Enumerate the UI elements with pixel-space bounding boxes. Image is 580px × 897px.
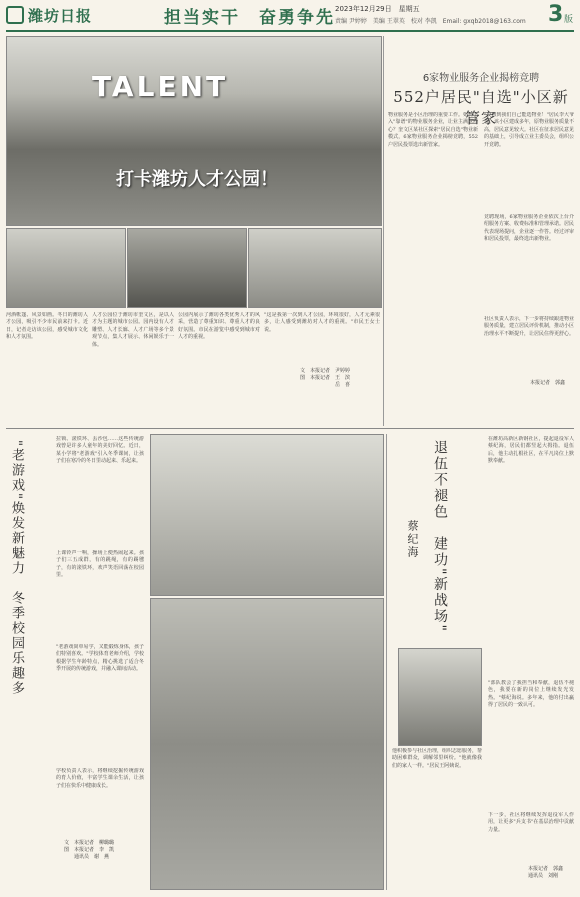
portrait-photo bbox=[398, 648, 482, 746]
right-story-col-2a: "没想到我们自己能选物业！"居民李大爷说。该小区建成多年，原物业服务质量不高，居民意见较大。社区在征求居民意见的基础上，引导成立业主委员会，组织公开竞聘。 bbox=[484, 112, 574, 148]
profile-byline: 本报记者 郭鑫 通讯员 刘刚 bbox=[528, 866, 564, 879]
talent-park-photo bbox=[6, 36, 382, 226]
date-line: 2023年12月29日 星期五 bbox=[335, 5, 420, 13]
profile-col-1: 他积极参与社区治理，组织志愿服务，帮助困难群众，调解邻里纠纷。"他就像我们的家人一样。"居民王阿姨说。 bbox=[392, 748, 482, 769]
section-rule bbox=[6, 428, 574, 429]
slogan: 担当实干 奋勇争先 bbox=[164, 8, 335, 28]
masthead bbox=[0, 0, 580, 32]
children-rope-photo bbox=[150, 434, 384, 596]
right-headline: 552户居民"自选"小区新管家 bbox=[393, 88, 569, 127]
school-col-4: 学校负责人表示，将继续挖掘传统游戏的育人价值，丰富学生课余生活，让孩子们在快乐中健康成长。 bbox=[56, 768, 144, 789]
profile-col-3: 下一步，社区将继续发挥退役军人作用，让更多"兵支书"在基层治理中贡献力量。 bbox=[488, 812, 574, 833]
profile-subject-name: 蔡纪海 bbox=[406, 520, 419, 559]
top-story-col-2: 人才公园位于潍坊市奎文区，是以人才为主题的城市公园。园内设有人才雕塑、人才长廊、人才广场等多个景观节点，集人才展示、休闲娱乐于一体。 bbox=[92, 312, 174, 348]
right-story-col-1: 物业服务是小区治理的重要工作。如何引入"靠谱"的物业服务企业，让业主满意舒心？奎文区某社区探索"居民自选"物业新模式，6家物业服务企业揭榜竞聘，552户居民投票选出新管家。 bbox=[388, 112, 478, 148]
right-story-col-2b: 竞聘现场，6家物业服务企业依次上台介绍服务方案、收费标准和管理承诺。居民代表现场提问，企业逐一作答。经过评审和居民投票，最终选出新物业。 bbox=[484, 214, 574, 243]
profile-col-2: "部队教会了我担当和奉献，退伍不褪色，我要在新的岗位上继续发光发热。"蔡纪海说。多年来，他的付出赢得了居民的一致认可。 bbox=[488, 680, 574, 709]
top-story-col-4: "这是我第一次到人才公园，环境很好，人才元素很多，让人感受到潍坊对人才的重视。"市民王女士说。 bbox=[264, 312, 380, 333]
school-byline: 文 本报记者 柳璐璐 图 本报记者 李 凯 通讯员 谢 燕 bbox=[64, 840, 115, 860]
page-number: 3 bbox=[548, 2, 564, 27]
park-photo-2 bbox=[127, 228, 247, 308]
logo-icon bbox=[6, 6, 24, 24]
paper-logo bbox=[6, 5, 92, 26]
profile-vertical-title: 退伍不褪色 建功"新战场" bbox=[432, 440, 448, 633]
top-story-byline: 文 本报记者 尹婷婷 图 本报记者 王 滨 岳 喜 bbox=[300, 368, 351, 388]
page-unit: 版 bbox=[564, 15, 574, 25]
right-story-byline: 本报记者 郭鑫 bbox=[530, 380, 566, 386]
profile-col-right: 在潍坊高新区新钢社区，提起退役军人蔡纪海，居民们都竖起大拇指。退伍后，他主动扎根社区，在平凡岗位上默默奉献。 bbox=[488, 436, 574, 465]
top-story-col-3: 公园内展示了潍坊各类优秀人才的风采，营造了尊重知识、尊重人才的良好氛围。市民在游览中感受到城市对人才的重视。 bbox=[178, 312, 260, 341]
header-rule bbox=[6, 30, 574, 32]
school-col-1: 拉锁、滚铁环、丢沙包……这些传统游戏曾是许多人童年的美好回忆。近日，某小学将"老游戏"引入冬季课间，让孩子们在寒冷的冬日里动起来、乐起来。 bbox=[56, 436, 144, 465]
profile-divider bbox=[386, 434, 387, 890]
talent-sign: TALENT bbox=[92, 70, 229, 103]
column-divider bbox=[383, 36, 384, 426]
photo-caption: 打卡潍坊人才公园！ bbox=[116, 169, 278, 190]
school-vertical-title: "老游戏"焕发新魅力 冬季校园乐趣多 bbox=[9, 440, 24, 696]
park-photo-3 bbox=[248, 228, 382, 308]
school-col-2: 上课铃声一响，操场上便热闹起来。孩子们三五成群，有的跳绳，有的踢毽子，有的滚铁环，欢声笑语回荡在校园里。 bbox=[56, 550, 144, 579]
top-story-col-1: 河酒帐篷、风景如画。冬日的潍坊人才公园，吸引不少市民前来打卡。近日，记者走访该公园，感受城市文化和人才氛围。 bbox=[6, 312, 88, 341]
park-photo-1 bbox=[6, 228, 126, 308]
paper-name: 潍坊日报 bbox=[28, 7, 93, 25]
children-games-photo bbox=[150, 598, 384, 890]
right-story-col-2c: 社区负责人表示，下一步将持续跟进物业服务质量，建立居民评价机制，推动小区治理水平不断提升，让居民住得更舒心。 bbox=[484, 316, 574, 337]
staff-line: 责编 尹婷婷 美编 王翠英 校对 李凯 Email: gxqb2018@163.com bbox=[335, 18, 526, 25]
right-kicker: 6家物业服务企业揭榜竞聘 bbox=[422, 73, 540, 84]
school-col-3: "老游戏简单易学，又能锻炼身体，孩子们特别喜欢。"学校体育老师介绍，学校根据学生年龄特点，精心挑选了适合冬季开展的传统游戏，并融入课间活动。 bbox=[56, 644, 144, 673]
